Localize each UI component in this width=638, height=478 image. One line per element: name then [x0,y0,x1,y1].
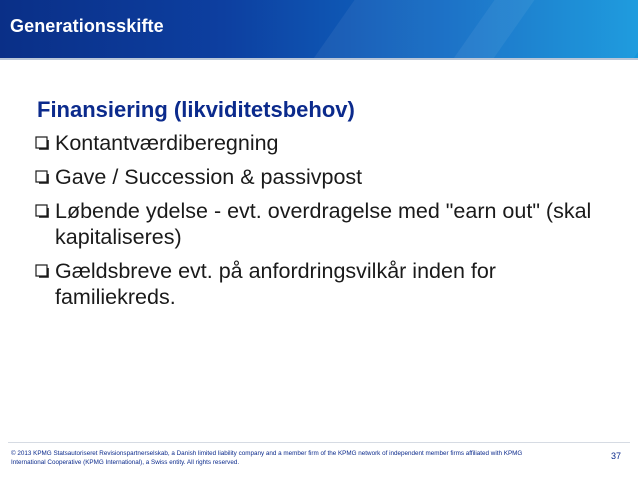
bullet-item [32,130,597,156]
header-bar [0,0,638,58]
bullet-text: Gældsbreve evt. på anfordringsvilkår inden for familiekreds. [55,259,496,309]
bullet-item [32,258,597,310]
checkbox-square-icon [35,136,49,150]
slide-content [37,96,597,318]
header-divider [0,58,638,60]
bullet-text: Løbende ydelse - evt. overdragelse med "earn out" (skal kapitaliseres) [55,199,592,249]
page-number: 37 [610,451,621,461]
section-heading: Finansiering (likviditetsbehov) [37,97,355,122]
bullet-item [32,198,597,250]
checkbox-square-icon [35,264,49,278]
slide-title: Generationsskifte [10,16,164,36]
copyright-notice: © 2013 KPMG Statsautoriseret Revisionspartnerselskab, a Danish limited liability company and a member firm of the KPMG network of independent member firms affiliated with KPMG International Cooperative (KPMG International), a Swiss entity. All rights reserved. [11,450,523,466]
footer-divider [8,442,630,443]
checkbox-square-icon [35,170,49,184]
bullet-list [37,130,597,310]
bullet-text: Kontantværdiberegning [55,131,279,155]
checkbox-square-icon [35,204,49,218]
bullet-item [32,164,597,190]
bullet-text: Gave / Succession & passivpost [55,165,363,189]
